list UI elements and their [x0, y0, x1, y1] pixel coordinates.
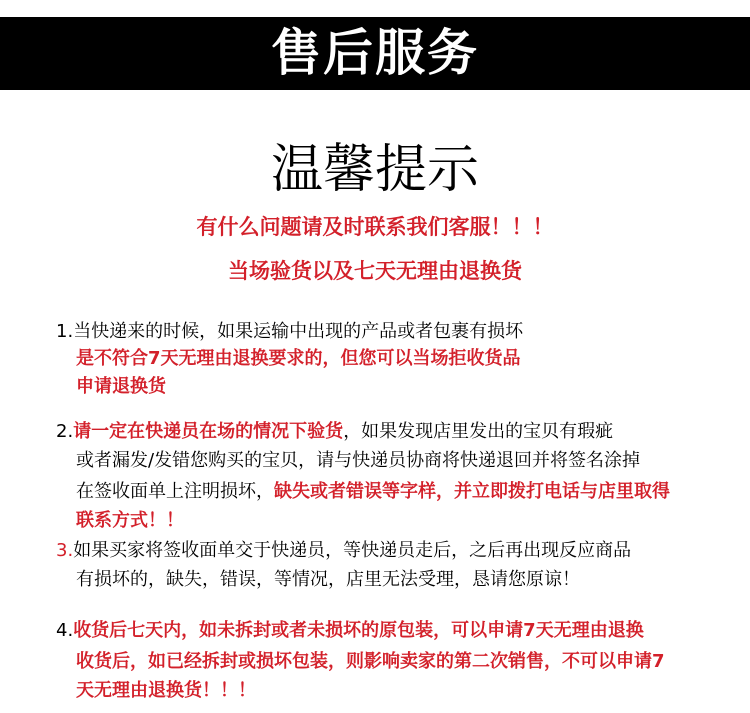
notice-title: 温馨提示	[270, 140, 479, 200]
notice-contact-line: 有什么问题请及时联系我们客服！！！	[196, 215, 554, 239]
item-2-text-1b: ，如果发现店里发出的宝贝有瑕疵	[343, 421, 614, 442]
notice-return-policy-line: 当场验货以及七天无理由退换货	[228, 259, 522, 283]
item-1-line-2: 是不符合7天无理由退换要求的，但您可以当场拒收货品	[76, 348, 521, 369]
item-2-text-1a: 请一定在快递员在场的情况下验货	[73, 421, 344, 442]
item-1-text-1: 当快递来的时候，如果运输中出现的产品或者包裹有损坏	[73, 321, 524, 342]
item-4-line-1	[56, 617, 644, 645]
item-3-text-1: 如果买家将签收面单交于快递员，等快递员走后，之后再出现反应商品	[73, 540, 632, 561]
item-3-line-1	[56, 537, 631, 565]
item-2-text-3b: 缺失或者错误等字样，并立即拨打电话与店里取得	[274, 481, 670, 502]
item-2-number: 2.	[56, 421, 74, 442]
item-4-number: 4.	[56, 620, 74, 641]
item-4-line-2: 收货后，如已经拆封或损坏包装，则影响卖家的第二次销售，不可以申请7	[76, 651, 665, 672]
item-2-line-1	[56, 418, 613, 446]
item-2-line-3	[76, 478, 670, 506]
item-1-line-1	[56, 318, 523, 346]
item-1-line-3: 申请退换货	[76, 376, 166, 397]
item-2-line-4: 联系方式！！	[76, 510, 184, 531]
page-title: 售后服务	[271, 24, 479, 82]
header-banner	[0, 17, 750, 90]
item-1-number: 1.	[56, 321, 74, 342]
item-3-number: 3.	[56, 540, 74, 561]
item-4-line-3: 天无理由退换货！！！	[76, 680, 256, 701]
item-3-line-2: 有损坏的，缺失，错误，等情况，店里无法受理，恳请您原谅！	[76, 569, 580, 590]
item-2-line-2: 或者漏发/发错您购买的宝贝，请与快递员协商将快递退回并将签名涂掉	[76, 450, 641, 471]
item-2-text-3a: 在签收面单上注明损坏，	[76, 481, 274, 502]
item-4-text-1: 收货后七天内，如未拆封或者未损坏的原包装，可以申请7天无理由退换	[73, 620, 644, 641]
